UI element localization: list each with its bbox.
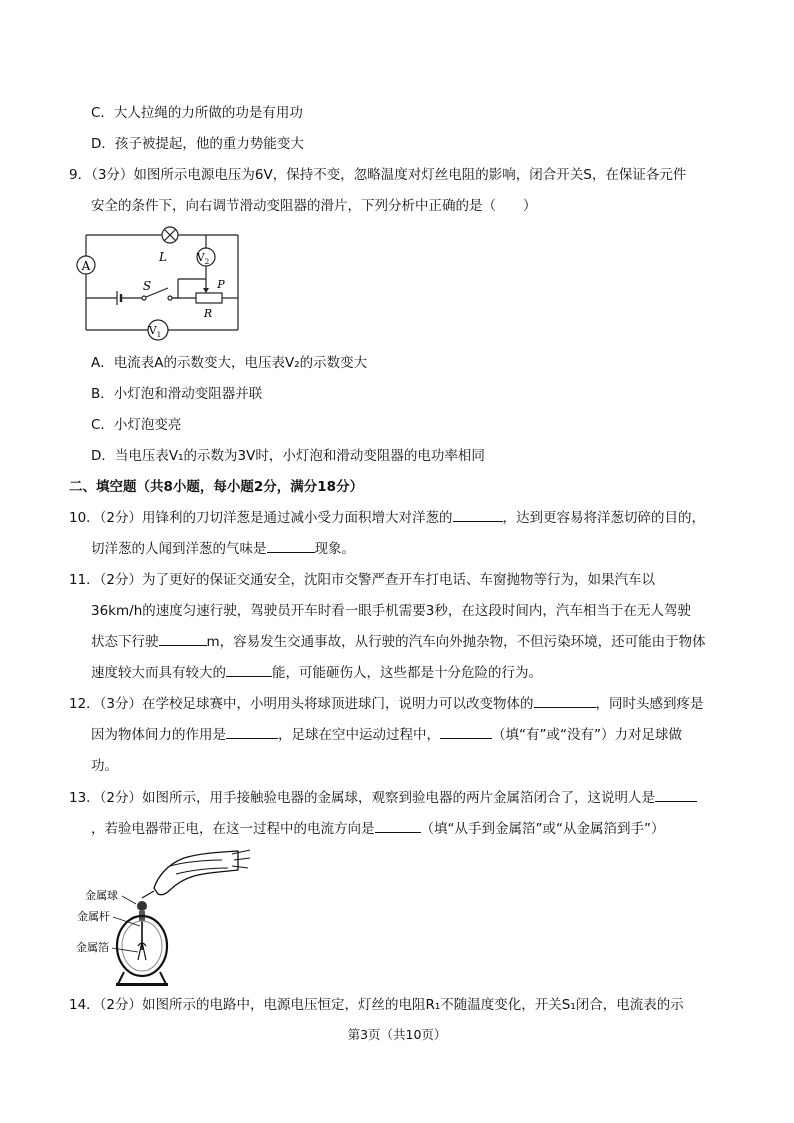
answer-blank[interactable]	[226, 725, 278, 739]
q11-line3: 状态下行驶 m，容易发生交通事故，从行驶的汽车向外抛杂物，不但污染环境，还可能由于物体	[91, 634, 706, 650]
label-metal-ball: 金属球	[85, 889, 118, 902]
q9-stem-line2: 安全的条件下，向右调节滑动变阻器的滑片，下列分析中正确的是（ ）	[91, 198, 537, 214]
q12-line2: 因为物体间力的作用是 ，足球在空中运动过程中， （填“有”或“没有”）力对足球做	[91, 727, 682, 743]
q9-stem-line1: 9．（3分）如图所示电源电压为6V，保持不变，忽略温度对灯丝电阻的影响，闭合开关S，在保证各元件	[69, 167, 687, 183]
answer-blank[interactable]	[375, 819, 421, 833]
answer-blank[interactable]	[267, 539, 315, 553]
q8-option-d: D．孩子被提起，他的重力势能变大	[91, 136, 304, 152]
answer-blank[interactable]	[453, 508, 503, 522]
q9-circuit-diagram	[72, 226, 252, 344]
switch-label: S	[142, 279, 152, 293]
answer-blank[interactable]	[226, 663, 272, 677]
q11-line2: 36km/h的速度匀速行驶，驾驶员开车时看一眼手机需要3秒，在这段时间内，汽车相当于在无人驾驶	[91, 603, 691, 619]
ammeter-symbol: A	[81, 259, 91, 273]
metal-ball	[137, 901, 147, 911]
metal-foil	[138, 942, 146, 960]
answer-blank[interactable]	[534, 694, 596, 708]
q12-line3: 功。	[91, 758, 118, 774]
q13-line2: ，若验电器带正电，在这一过程中的电流方向是 （填“从手到金属箔”或“从金属箔到手”）	[91, 821, 665, 837]
q8-option-c: C．大人拉绳的力所做的功是有用功	[91, 105, 303, 121]
q9-option-a: A．电流表A的示数变大，电压表V₂的示数变大	[91, 355, 368, 371]
q9-option-c: C．小灯泡变亮	[91, 417, 182, 433]
slider-label: P	[217, 278, 225, 291]
q14-line1: 14．（2分）如图所示的电路中，电源电压恒定，灯丝的电阻R₁不随温度变化，开关S₁闭合，电流表的示	[69, 997, 684, 1013]
rheostat-label: R	[203, 307, 213, 320]
q13-line1: 13．（2分）如图所示，用手接触验电器的金属球，观察到验电器的两片金属箔闭合了，这说明人是	[69, 788, 697, 808]
q10-line1: 10．（2分）用锋利的刀切洋葱是通过减小受力面积增大对洋葱的 ，达到更容易将洋葱切碎的目的，	[69, 510, 706, 526]
q11-line1: 11．（2分）为了更好的保证交通安全，沈阳市交警严查开车打电话、车窗抛物等行为，如果汽车以	[69, 572, 656, 588]
q11-line4: 速度较大而具有较大的 能，可能砸伤人，这些都是十分危险的行为。	[91, 665, 542, 681]
answer-blank[interactable]	[159, 632, 207, 646]
v1-symbol: $V_1$	[148, 324, 162, 339]
page-footer: 第3页（共10页）	[347, 1027, 447, 1042]
lamp-label: L	[159, 250, 167, 264]
answer-blank[interactable]	[440, 725, 492, 739]
v2-symbol: $V_2$	[196, 251, 210, 266]
section-heading: 二、填空题（共8小题，每小题2分，满分18分）	[69, 479, 364, 495]
q10-line2: 切洋葱的人闻到洋葱的气味是 现象。	[91, 541, 355, 557]
q9-option-d: D．当电压表V₁的示数为3V时，小灯泡和滑动变阻器的电功率相同	[91, 448, 485, 464]
q9-option-b: B．小灯泡和滑动变阻器并联	[91, 386, 263, 402]
q12-line1: 12．（3分）在学校足球赛中，小明用头将球顶进球门，说明力可以改变物体的 ，同时头感到疼是	[69, 696, 704, 712]
answer-blank[interactable]	[655, 788, 697, 802]
hand-icon	[154, 850, 250, 895]
label-metal-rod: 金属杆	[77, 910, 110, 923]
label-metal-foil: 金属箔	[76, 941, 109, 954]
q13-electroscope-figure	[72, 846, 252, 986]
